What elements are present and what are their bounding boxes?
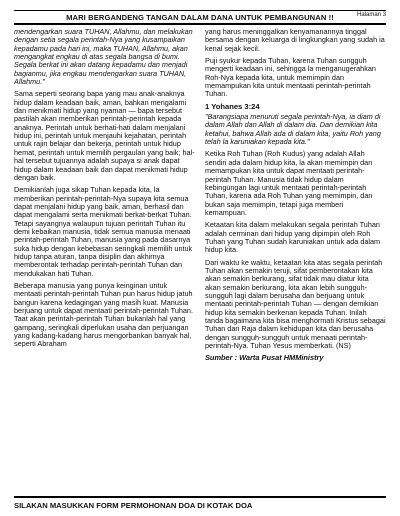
page-footer: SILAKAN MASUKKAN FORM PERMOHONAN DOA DI KOTAK DOA	[14, 496, 386, 510]
source-credit: Sumber : Warta Pusat HMMinistry	[205, 353, 324, 363]
paragraph: Demikianlah juga sikap Tuhan kepada kita, la memberikan perintah-perintah-Nya supaya kita semua dapat menjalani hidup yang baik, aman, berhasil dan dapat mengalami serta menikmati berkat-berkat Tuhan. Tetapi sayangnya walaupun tujuan perintah Tuhan itu demi kebaikan manusia, tidak semua manusia menaati perintah-perintah Tuhan, manusia yang pada dasarnya suka hidup dengan kebebasan seringkali memilih untuk hidup tanpa aturan, tanpa disiplin dan akhirnya memberontak terhadap perintah-perintah Tuhan dan mendukakan hati Tuhan.	[14, 185, 193, 278]
page-number: Halaman 3	[356, 12, 386, 18]
paragraph: Sama seperti seorang bapa yang mau anak-anaknya hidup dalam keadaan baik, aman, bahkan mengalami dan menikmati hidup yang nyaman — bapa tersebut pastilah akan memberikan perintah-perintah kepada anaknya. Perintah untuk berhati-hati dalam menjalani hidup ini, perintah untuk menjauhi kejahatan, perintah untuk rajin belajar dan bekerja, perintah untuk hidup hemat, perintah untuk memilih pergaulan yang baik; hal-hal tersebut tujuannya adalah supaya si anak dapat hidup dalam keadaan baik dan dapat menikmati hidup dengan baik.	[14, 89, 195, 182]
paragraph: Ketika Roh Tuhan (Roh Kudus) yang adalah Allah sendiri ada dalam hidup kita, la akan memimpin dan memampukan kita untuk dapat mentaati perintah-perintah Tuhan. Manusia tidak hidup dalam kebingungan lagi untuk mentaati perintah-perintah Tuhan, karena ada Roh Tuhan yang memimpin, dan bukan saja memimpin, tetapi juga memberi kemampuan.	[205, 149, 373, 217]
paragraph: yang harus meninggalkan kenyamanannya tinggal bersama dengan keluarga di lingkungkan yang sudah ia kenal sejak kecil.	[205, 28, 385, 53]
paragraph: Ketaatan kita dalam melakukan segala perintah Tuhan adalah cerminan dari hidup yang dipimpin oleh Roh Tuhan yang Tuhan sudah karuniakan untuk ada dalam hidup kita.	[205, 220, 381, 255]
page-header	[14, 10, 386, 25]
paragraph: Puji syukur kepada Tuhan, karena Tuhan sungguh mengerti keadaan ini, sehingga la menganugerahkan Roh-Nya kepada kita, untuk memimpin dan memampukan kita untuk mentaati perintah-perintah Tuhan.	[205, 56, 376, 99]
article-columns	[14, 28, 386, 496]
scripture-continuation: mendengarkan suara TUHAN, Allahmu, dan melakukan dengan setia segala perintah-Nya yang kusampaikan kepadamu pada hari ini, maka TUHAN, Allahmu, akan mengangkat engkau di atas segala bangsa di bumi. Segala berkat ini akan datang kepadamu dan menjadi bagianmu, jika engkau mendengarkan suara TUHAN, Allahmu."	[14, 28, 193, 87]
verse-text: "Barangsiapa menuruti segala perintah-Nya, ia diam di dalam Allah dan Allah di dalam dia. Dan demikian kita ketahui, bahwa Allah ada di dalam kita, yaitu Roh yang telah la karuniakan kepada kita."	[205, 112, 381, 147]
left-column	[14, 28, 195, 496]
right-column	[205, 28, 386, 496]
header-title: MARI BERGANDENG TANGAN DALAM DANA UNTUK PEMBANGUNAN !!	[66, 12, 334, 22]
verse-reference: 1 Yohanes 3:24	[205, 101, 260, 111]
paragraph: Beberapa manusia yang punya keinginan untuk mentaati perintah-perintah Tuhan pun harus hidup jatuh bangun karena kedagingan yang masih kuat. Manusia berjuang untuk dapat mentaati perintah-perintah Tuhan. Taat akan perintah-perintah Tuhan bukanlah hal yang gampang, seringkali diperlukan usaha dan perjuangan yang kadang-kadang harus mengorbankan banyak hal, seperti Abraham	[14, 280, 193, 349]
paragraph: Dari waktu ke waktu, ketaatan kita atas segala perintah Tuhan akan semakin teruji, sifat pemberontakan kita akan semakin berkurang, sifat tidak mau diatur kita akan semakin berkurang, kita akan lebih sungguh-sungguh lagi dalam berusaha dan berjuang untuk mentaati perintah-perintah Tuhan — dengan demikian hidup kita semakin berkenan kepada Tuhan. Inilah tanda bagaimana kita bisa menghormati Kristus sebagai Tuhan dan Raja dalam kehidupan kita dan berusaha dengan sungguh-sungguh untuk menaati perintah-perintah-Nya. Tuhan Yesus memberkati. (NS)	[205, 257, 386, 351]
